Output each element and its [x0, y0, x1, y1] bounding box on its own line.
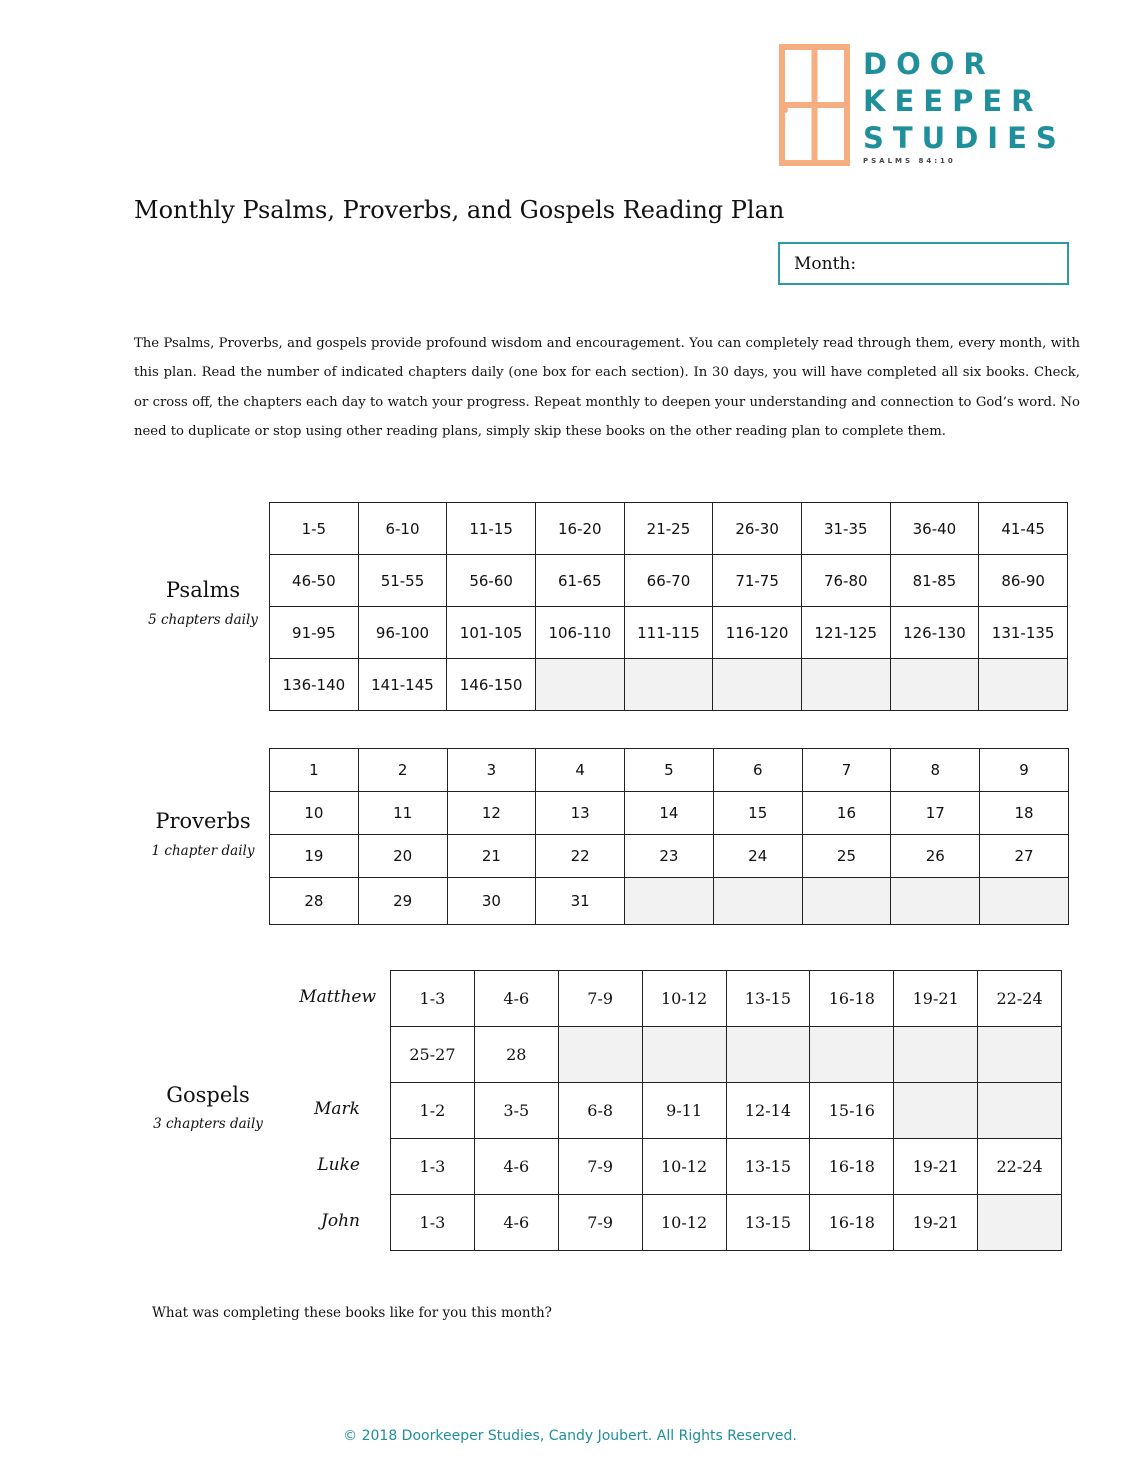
gospels-chapter-checkbox[interactable]: 13-15	[726, 971, 810, 1027]
logo-wordmark	[863, 46, 1066, 165]
gospels-table	[390, 970, 1062, 1251]
gospels-row	[391, 971, 1062, 1027]
intro-paragraph: The Psalms, Proverbs, and gospels provide profound wisdom and encouragement. You can completely read through them, every month, with this plan. Read the number of indicated chapters daily (one box for each section). In 30 days, you will have completed all six books. Check, or cross off, the chapters each day to watch your progress. Repeat monthly to deepen your understanding and connection to God’s word. No need to duplicate or stop using other reading plans, simply skip these books on the other reading plan to complete them.	[134, 336, 1080, 439]
gospels-heading: Gospels	[166, 1083, 250, 1107]
gospels-chapter-checkbox[interactable]: 19-21	[894, 1195, 978, 1251]
proverbs-subtitle: 1 chapter daily	[151, 843, 255, 859]
psalms-chapter-checkbox[interactable]: 121-125	[801, 607, 890, 659]
gospels-chapter-checkbox[interactable]: 19-21	[894, 971, 978, 1027]
psalms-chapter-checkbox[interactable]: 61-65	[535, 555, 624, 607]
gospel-book-label: Matthew	[299, 987, 376, 1007]
psalms-chapter-checkbox[interactable]: 71-75	[713, 555, 802, 607]
psalms-chapter-checkbox[interactable]: 111-115	[624, 607, 713, 659]
reflection-question: What was completing these books like for you this month?	[152, 1305, 552, 1321]
proverbs-empty-cell	[802, 878, 891, 925]
proverbs-chapter-checkbox[interactable]: 8	[891, 749, 980, 792]
proverbs-chapter-checkbox[interactable]: 24	[713, 835, 802, 878]
proverbs-chapter-checkbox[interactable]: 21	[447, 835, 536, 878]
gospels-chapter-checkbox[interactable]: 12-14	[726, 1083, 810, 1139]
gospels-chapter-checkbox[interactable]: 6-8	[558, 1083, 642, 1139]
page-title: Monthly Psalms, Proverbs, and Gospels Reading Plan	[134, 196, 785, 224]
gospels-empty-cell	[558, 1027, 642, 1083]
gospels-chapter-checkbox[interactable]: 16-18	[810, 1195, 894, 1251]
psalms-chapter-checkbox[interactable]: 126-130	[890, 607, 979, 659]
gospels-chapter-checkbox[interactable]: 10-12	[642, 971, 726, 1027]
proverbs-chapter-checkbox[interactable]: 30	[447, 878, 536, 925]
psalms-empty-cell	[801, 659, 890, 711]
gospel-book-label: John	[321, 1211, 360, 1231]
proverbs-chapter-checkbox[interactable]: 12	[447, 792, 536, 835]
psalms-chapter-checkbox[interactable]: 116-120	[713, 607, 802, 659]
gospels-row	[391, 1195, 1062, 1251]
psalms-row	[270, 503, 1068, 555]
psalms-chapter-checkbox[interactable]: 86-90	[979, 555, 1068, 607]
psalms-chapter-checkbox[interactable]: 16-20	[535, 503, 624, 555]
psalms-chapter-checkbox[interactable]: 136-140	[270, 659, 359, 711]
psalms-row	[270, 607, 1068, 659]
psalms-chapter-checkbox[interactable]: 56-60	[447, 555, 536, 607]
proverbs-chapter-checkbox[interactable]: 13	[536, 792, 625, 835]
gospels-chapter-checkbox[interactable]: 10-12	[642, 1195, 726, 1251]
gospels-row	[391, 1083, 1062, 1139]
gospels-empty-cell	[642, 1027, 726, 1083]
gospels-row	[391, 1027, 1062, 1083]
gospels-chapter-checkbox[interactable]: 4-6	[474, 1139, 558, 1195]
logo-line-door: DOOR	[863, 47, 995, 81]
proverbs-chapter-checkbox[interactable]: 16	[802, 792, 891, 835]
proverbs-chapter-checkbox[interactable]: 20	[358, 835, 447, 878]
gospels-empty-cell	[810, 1027, 894, 1083]
month-field[interactable]	[778, 242, 1069, 285]
gospel-book-label: Luke	[317, 1155, 360, 1175]
gospels-empty-cell	[978, 1195, 1062, 1251]
proverbs-row	[270, 792, 1069, 835]
psalms-empty-cell	[535, 659, 624, 711]
proverbs-chapter-checkbox[interactable]: 15	[713, 792, 802, 835]
proverbs-empty-cell	[980, 878, 1069, 925]
psalms-chapter-checkbox[interactable]: 11-15	[447, 503, 536, 555]
proverbs-row	[270, 878, 1069, 925]
psalms-empty-cell	[890, 659, 979, 711]
psalms-chapter-checkbox[interactable]: 21-25	[624, 503, 713, 555]
gospels-chapter-checkbox[interactable]: 16-18	[810, 1139, 894, 1195]
proverbs-chapter-checkbox[interactable]: 5	[625, 749, 714, 792]
gospels-chapter-checkbox[interactable]: 1-3	[391, 1195, 475, 1251]
gospels-chapter-checkbox[interactable]: 4-6	[474, 971, 558, 1027]
gospels-empty-cell	[978, 1083, 1062, 1139]
gospels-chapter-checkbox[interactable]: 10-12	[642, 1139, 726, 1195]
proverbs-chapter-checkbox[interactable]: 23	[625, 835, 714, 878]
psalms-chapter-checkbox[interactable]: 81-85	[890, 555, 979, 607]
psalms-chapter-checkbox[interactable]: 41-45	[979, 503, 1068, 555]
gospels-chapter-checkbox[interactable]: 19-21	[894, 1139, 978, 1195]
psalms-chapter-checkbox[interactable]: 1-5	[270, 503, 359, 555]
psalms-subtitle: 5 chapters daily	[148, 612, 258, 628]
proverbs-chapter-checkbox[interactable]: 25	[802, 835, 891, 878]
psalms-chapter-checkbox[interactable]: 146-150	[447, 659, 536, 711]
psalms-table	[269, 502, 1068, 711]
psalms-heading: Psalms	[165, 578, 241, 602]
doorkeeper-logo	[779, 44, 1066, 168]
gospels-row	[391, 1139, 1062, 1195]
psalms-chapter-checkbox[interactable]: 91-95	[270, 607, 359, 659]
proverbs-chapter-checkbox[interactable]: 22	[536, 835, 625, 878]
psalms-row	[270, 659, 1068, 711]
gospels-chapter-checkbox[interactable]: 22-24	[978, 971, 1062, 1027]
proverbs-chapter-checkbox[interactable]: 4	[536, 749, 625, 792]
gospels-chapter-checkbox[interactable]: 7-9	[558, 1139, 642, 1195]
proverbs-chapter-checkbox[interactable]: 31	[536, 878, 625, 925]
psalms-chapter-checkbox[interactable]: 106-110	[535, 607, 624, 659]
proverbs-chapter-checkbox[interactable]: 1	[270, 749, 359, 792]
gospels-chapter-checkbox[interactable]: 3-5	[474, 1083, 558, 1139]
proverbs-chapter-checkbox[interactable]: 18	[980, 792, 1069, 835]
proverbs-chapter-checkbox[interactable]: 6	[713, 749, 802, 792]
proverbs-row	[270, 835, 1069, 878]
psalms-chapter-checkbox[interactable]: 131-135	[979, 607, 1068, 659]
psalms-empty-cell	[979, 659, 1068, 711]
proverbs-chapter-checkbox[interactable]: 27	[980, 835, 1069, 878]
proverbs-chapter-checkbox[interactable]: 28	[270, 878, 359, 925]
proverbs-empty-cell	[713, 878, 802, 925]
proverbs-chapter-checkbox[interactable]: 26	[891, 835, 980, 878]
gospels-chapter-checkbox[interactable]: 16-18	[810, 971, 894, 1027]
psalms-chapter-checkbox[interactable]: 46-50	[270, 555, 359, 607]
proverbs-chapter-checkbox[interactable]: 3	[447, 749, 536, 792]
proverbs-table	[269, 748, 1069, 925]
proverbs-chapter-checkbox[interactable]: 11	[358, 792, 447, 835]
proverbs-chapter-checkbox[interactable]: 10	[270, 792, 359, 835]
gospels-subtitle: 3 chapters daily	[153, 1116, 263, 1132]
logo-line-keeper: KEEPER	[863, 84, 1043, 118]
psalms-row	[270, 555, 1068, 607]
proverbs-heading: Proverbs	[155, 809, 251, 833]
proverbs-chapter-checkbox[interactable]: 2	[358, 749, 447, 792]
gospel-book-label: Mark	[314, 1099, 360, 1119]
logo-reference: PSALMS 84:10	[863, 157, 956, 165]
proverbs-chapter-checkbox[interactable]: 19	[270, 835, 359, 878]
proverbs-chapter-checkbox[interactable]: 17	[891, 792, 980, 835]
gospels-empty-cell	[726, 1027, 810, 1083]
gospels-chapter-checkbox[interactable]: 9-11	[642, 1083, 726, 1139]
door-logo-icon	[779, 44, 850, 166]
psalms-chapter-checkbox[interactable]: 31-35	[801, 503, 890, 555]
gospels-chapter-checkbox[interactable]: 13-15	[726, 1195, 810, 1251]
proverbs-chapter-checkbox[interactable]: 14	[625, 792, 714, 835]
gospels-chapter-checkbox[interactable]: 4-6	[474, 1195, 558, 1251]
month-label: Month:	[794, 254, 857, 274]
psalms-chapter-checkbox[interactable]: 6-10	[358, 503, 447, 555]
gospels-chapter-checkbox[interactable]: 25-27	[391, 1027, 475, 1083]
proverbs-chapter-checkbox[interactable]: 7	[802, 749, 891, 792]
gospels-chapter-checkbox[interactable]: 15-16	[810, 1083, 894, 1139]
proverbs-chapter-checkbox[interactable]: 9	[980, 749, 1069, 792]
gospels-chapter-checkbox[interactable]: 13-15	[726, 1139, 810, 1195]
gospels-chapter-checkbox[interactable]: 22-24	[978, 1139, 1062, 1195]
psalms-chapter-checkbox[interactable]: 66-70	[624, 555, 713, 607]
psalms-chapter-checkbox[interactable]: 141-145	[358, 659, 447, 711]
gospels-chapter-checkbox[interactable]: 1-3	[391, 971, 475, 1027]
gospels-chapter-checkbox[interactable]: 28	[474, 1027, 558, 1083]
proverbs-row	[270, 749, 1069, 792]
psalms-chapter-checkbox[interactable]: 26-30	[713, 503, 802, 555]
gospels-empty-cell	[894, 1027, 978, 1083]
proverbs-empty-cell	[625, 878, 714, 925]
psalms-empty-cell	[713, 659, 802, 711]
psalms-chapter-checkbox[interactable]: 101-105	[447, 607, 536, 659]
psalms-chapter-checkbox[interactable]: 76-80	[801, 555, 890, 607]
gospels-chapter-checkbox[interactable]: 7-9	[558, 971, 642, 1027]
proverbs-empty-cell	[891, 878, 980, 925]
proverbs-chapter-checkbox[interactable]: 29	[358, 878, 447, 925]
gospels-empty-cell	[894, 1083, 978, 1139]
gospels-chapter-checkbox[interactable]: 7-9	[558, 1195, 642, 1251]
logo-line-studies: STUDIES	[863, 121, 1066, 155]
gospels-empty-cell	[978, 1027, 1062, 1083]
psalms-chapter-checkbox[interactable]: 36-40	[890, 503, 979, 555]
psalms-chapter-checkbox[interactable]: 51-55	[358, 555, 447, 607]
gospels-chapter-checkbox[interactable]: 1-2	[391, 1083, 475, 1139]
gospels-chapter-checkbox[interactable]: 1-3	[391, 1139, 475, 1195]
psalms-chapter-checkbox[interactable]: 96-100	[358, 607, 447, 659]
copyright-footer: © 2018 Doorkeeper Studies, Candy Joubert. All Rights Reserved.	[343, 1428, 797, 1444]
psalms-empty-cell	[624, 659, 713, 711]
